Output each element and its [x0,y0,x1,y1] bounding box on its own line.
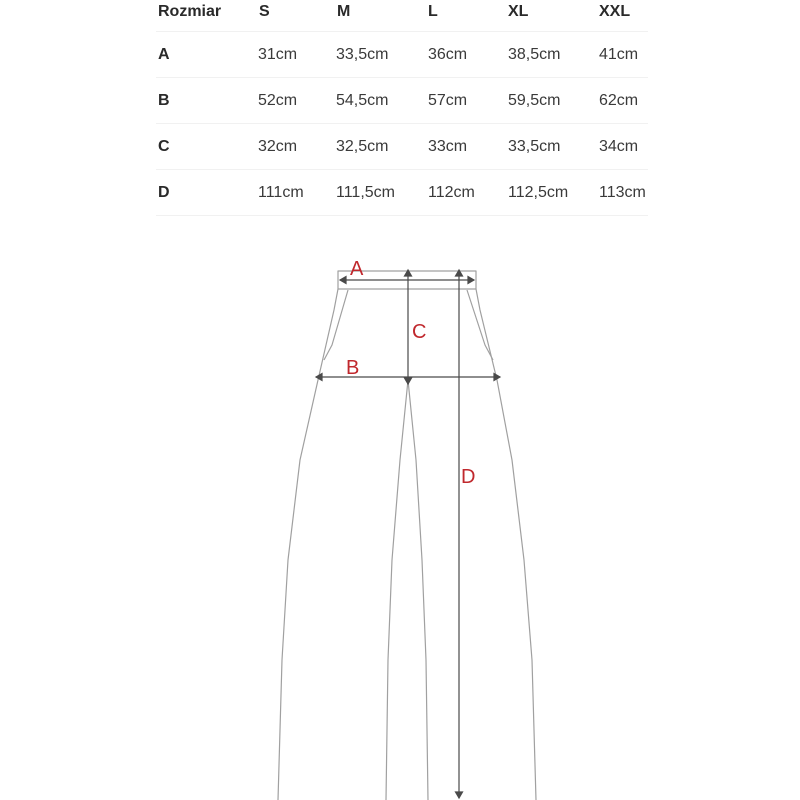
row-label: C [158,138,170,155]
table-cell: 113cm [599,184,646,201]
table-cell: 38,5cm [508,46,561,63]
left-leg-inner-seam [386,380,408,800]
table-cell: 33,5cm [508,138,561,155]
table-cell: 31cm [258,46,298,63]
arrow-head [405,378,412,384]
table-cell: 32cm [258,138,298,155]
row-label: B [158,92,170,109]
arrow-head [340,277,346,284]
arrow-head [468,277,474,284]
right-leg-inner-seam [408,380,428,800]
row-label: A [158,46,170,63]
table-cell: 111cm [258,184,304,201]
table-cell: 33,5cm [336,46,389,63]
table-cell: 62cm [599,92,639,109]
table-cell: 33cm [428,138,468,155]
table-cell: 36cm [428,46,468,63]
table-cell: 52cm [258,92,298,109]
label-b: B [346,357,360,379]
arrow-head [456,792,463,798]
table-cell: 54,5cm [336,92,389,109]
right-leg-outer-seam [476,289,536,800]
table-header-size: M [337,3,351,20]
table-cell: 59,5cm [508,92,561,109]
measurement-lines [316,270,500,798]
table-cell: 112cm [428,184,475,201]
table-cell: 32,5cm [336,138,389,155]
label-a: A [350,258,364,280]
left-leg-outer-seam [278,289,338,800]
label-d: D [461,466,476,488]
table-cell: 41cm [599,46,639,63]
table-cell: 111,5cm [336,184,395,201]
label-c: C [412,321,427,343]
table-cell: 57cm [428,92,468,109]
table-header-size: S [259,3,270,20]
measurement-labels [346,258,475,488]
row-label: D [158,184,170,201]
table-cell: 34cm [599,138,639,155]
table-header-size: XL [508,3,529,20]
table-header-rozmiar: Rozmiar [158,3,222,20]
trousers-outline [278,271,536,800]
table-header-size: XXL [599,3,631,20]
table-cell: 112,5cm [508,184,569,201]
table-header-size: L [428,3,438,20]
